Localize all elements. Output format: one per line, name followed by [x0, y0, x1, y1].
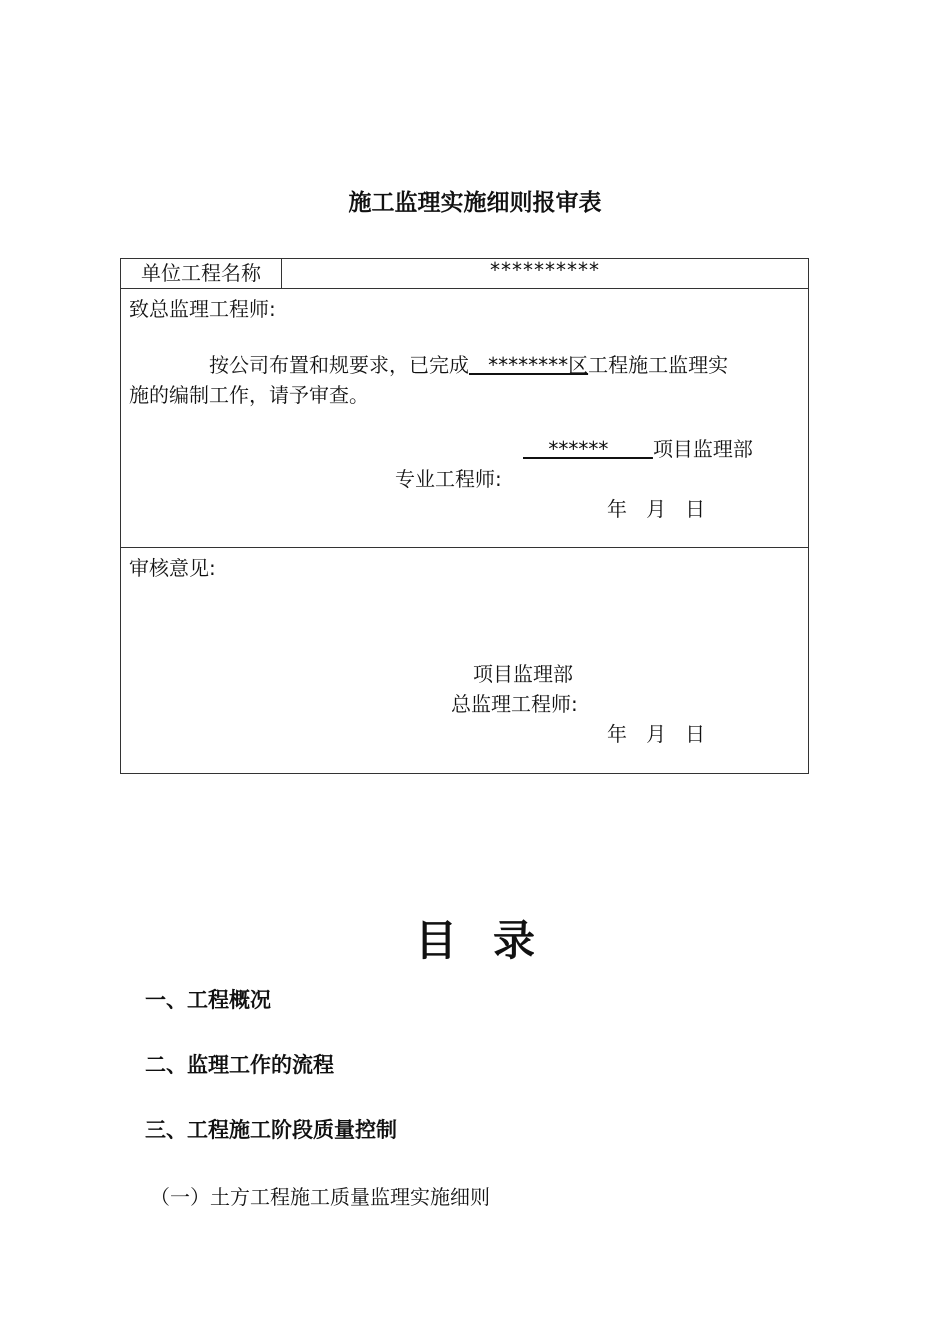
unit-name-value: **********: [282, 259, 809, 289]
department-blank: ******: [523, 437, 653, 461]
submission-section: [121, 289, 809, 548]
submission-text-line2: 施的编制工作，请予审查。: [129, 383, 369, 407]
chief-engineer-label: 总监理工程师:: [451, 692, 578, 716]
toc-item-1: 一、工程概况: [145, 988, 271, 1012]
toc-sub-item-1: （一）土方工程施工质量监理实施细则: [150, 1185, 490, 1209]
area-blank: ********区: [469, 353, 589, 377]
unit-name-label: 单位工程名称: [121, 259, 282, 289]
review-date: 年 月 日: [607, 722, 706, 746]
submission-date: 年 月 日: [607, 497, 706, 521]
submission-text-post: 工程施工监理实: [588, 353, 729, 377]
toc-title: 目录: [414, 916, 571, 965]
review-department: 项目监理部: [473, 662, 573, 686]
review-form-table: [120, 258, 809, 774]
submission-text-line1: [209, 349, 728, 378]
addressee: 致总监理工程师:: [129, 297, 276, 321]
department-name: 项目监理部: [652, 437, 753, 461]
review-section: [121, 548, 809, 774]
form-title: 施工监理实施细则报审表: [348, 190, 602, 216]
engineer-signature-label: 专业工程师:: [395, 467, 502, 491]
toc-item-3: 三、工程施工阶段质量控制: [145, 1118, 397, 1142]
department-line: [523, 433, 753, 462]
review-opinion-label: 审核意见:: [129, 556, 216, 580]
submission-text-pre: 按公司布置和规要求，已完成: [209, 353, 469, 377]
toc-item-2: 二、监理工作的流程: [145, 1053, 334, 1077]
